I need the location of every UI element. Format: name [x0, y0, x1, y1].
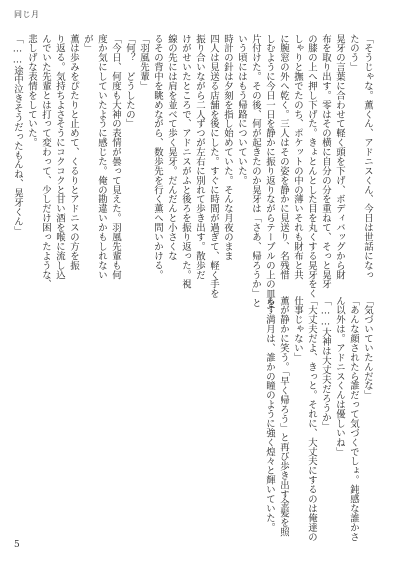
- text-column: に腕窓の外へ乾く。三人はその姿を静かに見送り、名残惜: [278, 34, 289, 280]
- text-column: いう頃にはもう帰路についていた。: [236, 34, 247, 186]
- text-column: 「羽風先輩」: [138, 34, 149, 91]
- text-column: らす満月は、誰かの瞳のように強く煌々と輝いていた。: [264, 296, 275, 532]
- text-column: けがせいたところで、アドニスがふと後ろを振り返った。視: [180, 34, 191, 289]
- text-column: 「そうじゃな。薫くん、アドニスくん、今日は世話になっ: [362, 34, 373, 280]
- text-column: 晃牙の言葉に合わせて軽く頭を下げ、ボディバッグから財: [334, 34, 345, 280]
- text-column: 薫は歩みをぴたりと止めて、くるりとアドニスの方を振: [68, 34, 79, 270]
- text-column: 四人は見送る店舗を後にした。すぐに時間が過ぎて、軽く手を: [208, 34, 219, 299]
- text-column: の膝の上へ押し下げた。きょとんとした目を丸くする晃牙をく: [306, 34, 317, 299]
- text-column: 「何？ どうしたの」: [124, 34, 135, 129]
- text-column: 度か気にしていたように感じた。俺の勘違いかもしれない: [96, 34, 107, 280]
- text-column: 「……途中泣きそうだったもんね、晃牙くん」: [12, 34, 23, 236]
- text-column: 「……大神は大丈夫だろうか」: [320, 296, 331, 432]
- text-column: 薫が静かに笑う。「早く帰ろう」と再び歩き出す金髪を照: [278, 296, 289, 537]
- text-column: 「気づいていたんだな」: [362, 296, 373, 400]
- text-column: 「大丈夫だよ、きっと。それに、大丈夫にするのは俺達の: [306, 296, 317, 542]
- text-column: ん以外は。アドニスくんは優しいね」: [334, 296, 345, 457]
- text-column: 仕事じゃない」: [292, 296, 303, 363]
- text-column: 布を取り出す。零はその横に自分の分を重ねて、そっと晃牙: [320, 34, 331, 289]
- text-column: しゃりと撫でたのち、ポケットの中の薄いそれも財布と共: [292, 34, 303, 280]
- running-header: 同じ月: [14, 10, 40, 19]
- text-column: 線の先には肩を並べて歩く晃牙。だんだんと小さくな: [166, 34, 177, 261]
- text-column: 「今日、何度も大神の表情が曇って見えた。羽風先輩も何: [110, 34, 121, 280]
- text-column: が」: [82, 34, 93, 53]
- text-column: 「あんな顔されたら誰だって気づくでしょ。鈍感な誰かさ: [348, 296, 359, 542]
- text-column: 片付けた。その後、何が起きたのか晃牙は「さあ、帰ろうか」と: [250, 34, 261, 308]
- text-column: たのう」: [348, 34, 359, 72]
- text-column: るその背中を眺めながら、数歩先を行く薫へ問いかける。: [152, 34, 163, 280]
- text-column: しむように今日一日を静かに振り返りながらテーブルの上の皿を: [264, 34, 275, 308]
- text-column: り返る。気持ちよさそうにコクコクと甘い酒を喉に流し込: [54, 34, 65, 280]
- text-column: 時計の針は夕刻を指し始めていた。そんな月夜のまま: [222, 34, 233, 261]
- text-column: んでいた先輩とは打って変わって、少しだけ困ったような、: [40, 34, 51, 289]
- page-number: 5: [14, 540, 20, 550]
- text-column: 悲しげな表情をしていた。: [26, 34, 37, 148]
- text-column: 振り合いながら二人ずつが左右に別れて歩き出す。散歩だ: [194, 34, 205, 280]
